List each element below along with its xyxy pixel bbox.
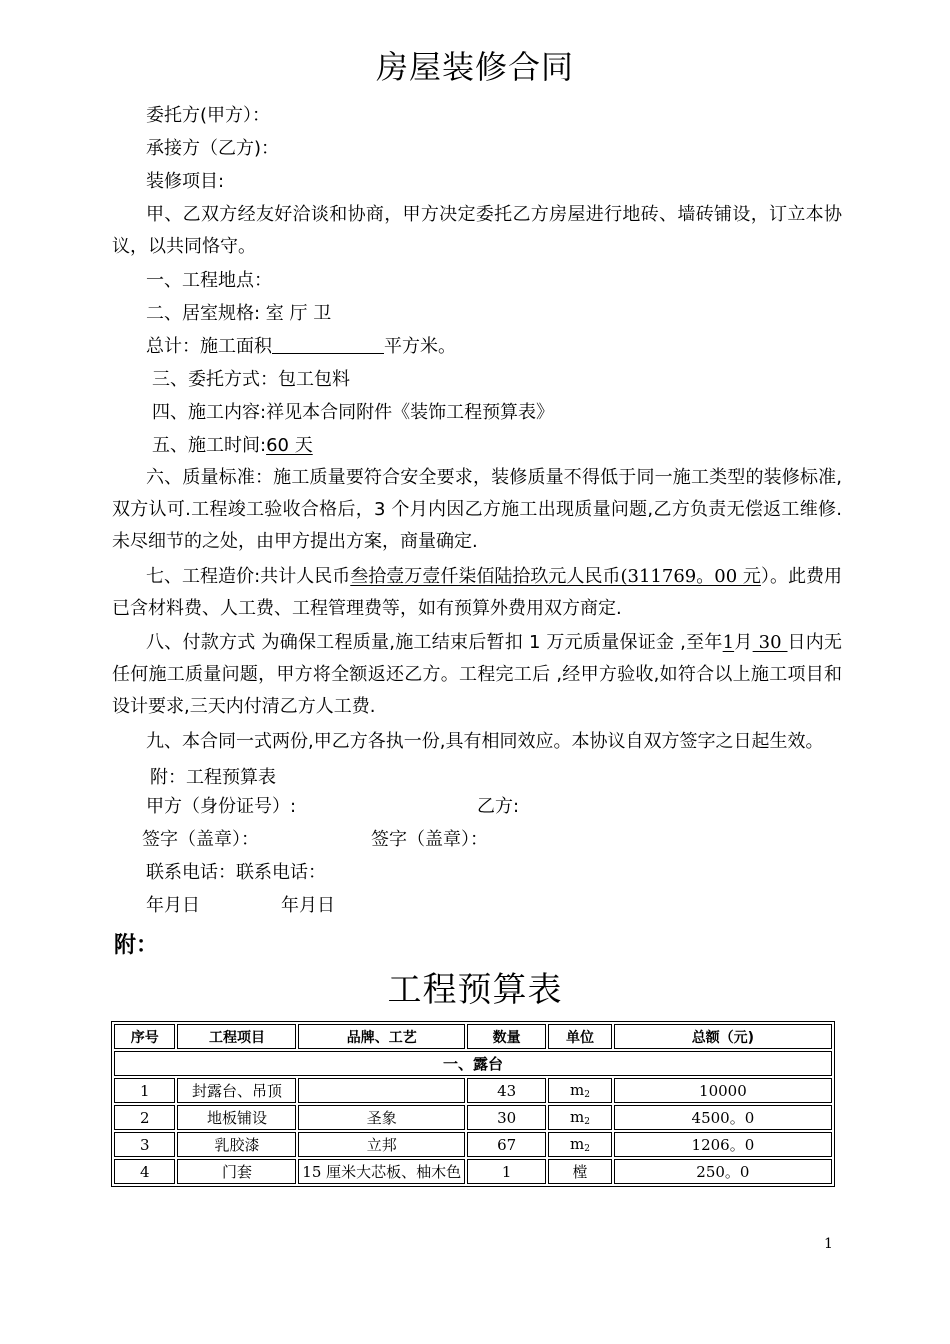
cell-item: 地板铺设	[177, 1105, 296, 1130]
month-label: 月	[734, 632, 753, 653]
unit-superscript: 2	[584, 1117, 591, 1127]
clause-9: 九、本合同一式两份,甲乙方各执一份,具有相同效应。本协议自双方签字之日起生效。	[146, 731, 824, 752]
clause-7-tail: ）。此费用已含材料费、人工费、工程管理费等，如有预算外费用双方商定.	[112, 566, 842, 619]
deposit-month: 1	[722, 632, 735, 653]
clause-5-label: 五、施工时间:	[152, 435, 267, 456]
price-in-figures: (311769。00 元	[620, 566, 761, 587]
area-blank	[272, 335, 384, 354]
unit-superscript: 2	[584, 1144, 591, 1154]
cell-unit	[548, 1105, 612, 1130]
section-title: 一、露台	[114, 1051, 832, 1076]
unit-text: m	[570, 1081, 585, 1099]
cell-unit	[548, 1078, 612, 1103]
clause-8	[112, 627, 842, 723]
cell-item: 门套	[177, 1159, 296, 1184]
cell-qty: 43	[467, 1078, 546, 1103]
document-title: 房屋装修合同	[375, 48, 574, 86]
party-a-signature: 签字（盖章）：	[142, 829, 259, 850]
clause-4: 四、施工内容:祥见本合同附件《装饰工程预算表》	[152, 402, 555, 423]
table-row	[114, 1078, 832, 1103]
clause-7	[112, 561, 842, 625]
clause-8-tail: 日内无任何施工质量问题，甲方将全额返还乙方。工程完工后 ,经甲方验收,如符合以上施工项目和设计要求,三天内付清乙方人工费.	[112, 632, 843, 717]
budget-table	[111, 1021, 835, 1187]
appendix-label: 附：	[114, 933, 159, 958]
cell-qty: 1	[467, 1159, 546, 1184]
cell-total: 4500。0	[614, 1105, 832, 1130]
table-row	[114, 1132, 832, 1157]
cell-item: 乳胶漆	[177, 1132, 296, 1157]
header-total: 总额（元)	[614, 1024, 832, 1049]
clause-8-label: 八、付款方式 为确保工程质量,施工结束后暂扣 1 万元质量保证金 ,至年	[146, 632, 723, 653]
cell-no: 4	[114, 1159, 175, 1184]
clause-2: 二、居室规格: 室 厅 卫	[146, 303, 332, 324]
cell-unit	[548, 1132, 612, 1157]
cell-total: 10000	[614, 1078, 832, 1103]
unit-text: m	[570, 1108, 585, 1126]
party-b-date: 年月日	[281, 895, 335, 916]
party-a-id: 甲方（身份证号）:	[146, 796, 297, 817]
construction-days: 60 天	[266, 435, 313, 456]
unit-text: m	[570, 1135, 585, 1153]
cell-no: 2	[114, 1105, 175, 1130]
cell-qty: 30	[467, 1105, 546, 1130]
total-area-line	[146, 335, 456, 359]
header-qty: 数量	[467, 1024, 546, 1049]
phone-line: 联系电话：联系电话：	[146, 862, 326, 883]
intro-paragraph: 甲、乙双方经友好洽谈和协商，甲方决定委托乙方房屋进行地砖、墙砖铺设，订立本协议，以共同恪守。	[112, 204, 842, 257]
total-area-label: 总计：施工面积	[146, 336, 272, 357]
client-line: 委托方(甲方）：	[146, 105, 271, 126]
attachment-line: 附：工程预算表	[150, 767, 276, 788]
header-no: 序号	[114, 1024, 175, 1049]
party-b-signature: 签字（盖章）：	[371, 829, 488, 850]
header-brand: 品牌、工艺	[298, 1024, 464, 1049]
clause-7-label: 七、工程造价:共计人民币	[146, 566, 351, 587]
page-number: 1	[824, 1236, 833, 1252]
project-line: 装修项目:	[146, 171, 225, 192]
total-area-unit: 平方米。	[384, 336, 456, 357]
clause-5	[152, 434, 313, 458]
unit-superscript: 2	[584, 1090, 591, 1100]
section-row	[114, 1051, 832, 1076]
cell-total: 250。0	[614, 1159, 832, 1184]
contractor-line: 承接方（乙方)：	[146, 138, 280, 159]
cell-unit	[548, 1159, 612, 1184]
table-header-row	[114, 1024, 832, 1049]
header-unit: 单位	[548, 1024, 612, 1049]
cell-item: 封露台、吊顶	[177, 1078, 296, 1103]
clause-1: 一、工程地点：	[146, 270, 272, 291]
header-item: 工程项目	[177, 1024, 296, 1049]
party-b-label: 乙方:	[477, 796, 520, 817]
unit-text: 樘	[572, 1163, 588, 1181]
table-row	[114, 1105, 832, 1130]
cell-brand: 15 厘米大芯板、柚木色	[298, 1159, 464, 1184]
clause-3: 三、委托方式：包工包料	[152, 369, 350, 390]
cell-no: 3	[114, 1132, 175, 1157]
cell-brand	[298, 1078, 464, 1103]
clause-6: 六、质量标准：施工质量要符合安全要求，装修质量不得低于同一施工类型的装修标准,双方认可.工程竣工验收合格后，3 个月内因乙方施工出现质量问题,乙方负责无偿返工维修.未尽细节的之处，由甲方提出方案，商量确定.	[112, 467, 842, 552]
price-in-words: 叁拾壹万壹仟柒佰陆拾玖元人民币	[350, 566, 621, 587]
cell-total: 1206。0	[614, 1132, 832, 1157]
party-a-date: 年月日	[146, 895, 200, 916]
table-row	[114, 1159, 832, 1184]
cell-brand: 圣象	[298, 1105, 464, 1130]
deposit-day: 30	[752, 632, 788, 653]
budget-title: 工程预算表	[387, 970, 563, 1010]
cell-qty: 67	[467, 1132, 546, 1157]
cell-no: 1	[114, 1078, 175, 1103]
cell-brand: 立邦	[298, 1132, 464, 1157]
